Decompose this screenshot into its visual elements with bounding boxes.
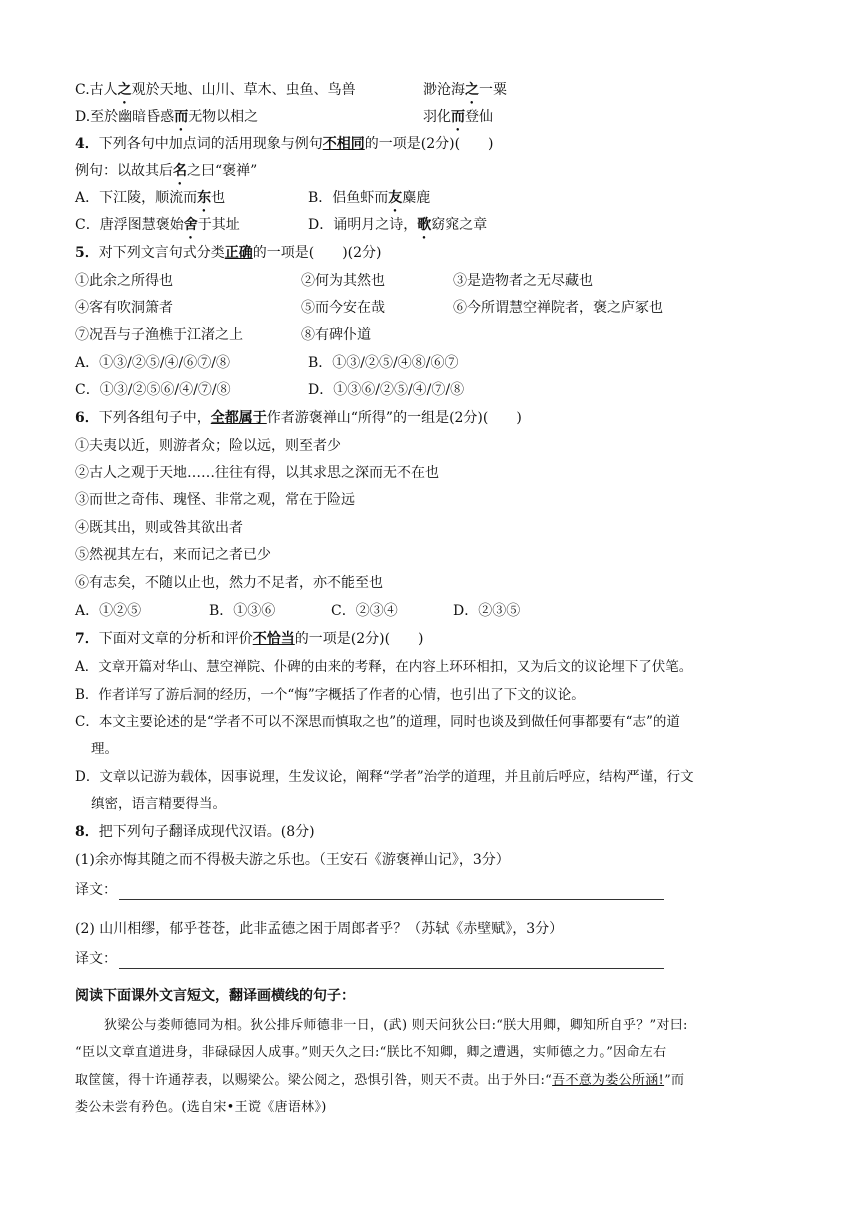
q6-sentence-2: ②古人之观于天地……往往有得，以其求思之深而无不在也 [75, 465, 439, 481]
q3-option-c-right: 渺沧海之一粟 [423, 82, 507, 98]
q5-option-d: D．①③⑥/②⑤/④/⑦/⑧ [308, 382, 465, 398]
reading-heading: 阅读下面课外文言短文，翻译画横线的句子： [75, 988, 355, 1004]
q6-option-c: C．②③④ [331, 603, 398, 619]
q4-stem: 4．下列各句中加点词的活用现象与例句不相同的一项是(2分)( ) [75, 136, 494, 152]
q8-stem: 8．把下列句子翻译成现代汉语。(8分) [75, 824, 315, 840]
q6-sentence-1: ①夫夷以近，则游者众；险以远，则至者少 [75, 438, 341, 454]
q8-answer-2: 译文： [75, 949, 664, 969]
dotted-word: 而 [174, 109, 189, 125]
q5-option-b: B．①③/②⑤/④⑧/⑥⑦ [308, 355, 459, 371]
emphasis-underline: 不相同 [322, 136, 365, 152]
dotted-word: 名 [173, 163, 187, 179]
q3-option-d: D.至於幽暗昏惑而无物以相之 [75, 109, 259, 125]
q7-option-b: B．作者详写了游后洞的经历，一个“悔”字概括了作者的心情，也引出了下文的议论。 [75, 687, 585, 703]
q7-option-c: C．本文主要论述的是“学者不可以不深思而慎取之也”的道理，同时也谈及到做任何事都要有“志”的道 [75, 714, 680, 730]
q8-answer-1: 译文： [75, 880, 664, 900]
dotted-word: 东 [197, 190, 212, 206]
q5-sentence-1: ①此余之所得也 [75, 273, 173, 289]
passage-line-4: 娄公未尝有矜色。(选自宋•王谠《唐语林》) [75, 1100, 327, 1115]
q5-sentence-5: ⑤而今安在哉 [301, 300, 385, 316]
dotted-word: 之 [465, 82, 479, 98]
passage-line-3: 取筐箧，得十许通荐表，以赐梁公。梁公阅之，恐惧引咎，则天不责。出于外曰:“吾不意为娄公所涵!”而 [75, 1073, 685, 1088]
q3-option-c: C.古人之观於天地、山川、草木、虫鱼、鸟兽 [75, 82, 356, 98]
q3-option-d-right: 羽化而登仙 [423, 109, 493, 125]
q4-option-a: A．下江陵，顺流而东也 [75, 190, 226, 206]
emphasis-underline: 全都属于 [210, 410, 267, 426]
dotted-word: 之 [117, 82, 132, 98]
q5-sentence-7: ⑦况吾与子渔樵于江渚之上 [75, 327, 243, 343]
q4-option-d: D．诵明月之诗，歌窈窕之章 [308, 217, 488, 233]
q7-option-d: D．文章以记游为载体，因事说理，生发议论，阐释“学者”治学的道理，并且前后呼应，结构严谨，行文 [75, 769, 694, 785]
q6-sentence-4: ④既其出，则或咎其欲出者 [75, 520, 243, 536]
q6-sentence-3: ③而世之奇伟、瑰怪、非常之观，常在于险远 [75, 492, 355, 508]
q6-stem: 6．下列各组句子中，全都属于作者游褒禅山“所得”的一组是(2分)( ) [75, 410, 522, 426]
q5-sentence-6: ⑥今所谓慧空禅院者，褒之庐冢也 [453, 300, 663, 316]
dotted-word: 而 [451, 109, 465, 125]
q7-option-d-cont: 缜密，语言精要得当。 [91, 796, 226, 812]
q6-sentence-5: ⑤然视其左右，来而记之者已少 [75, 547, 271, 563]
q6-option-b: B．①③⑥ [209, 603, 276, 619]
q4-option-c: C．唐浮图慧褒始舍于其址 [75, 217, 240, 233]
emphasis-underline: 正确 [224, 245, 253, 261]
passage-line-1: 狄梁公与娄师德同为相。狄公排斥师德非一日，(武) 则天问狄公曰:“朕大用卿，卿知所自乎？”对曰: [104, 1018, 688, 1033]
q6-option-d: D．②③⑤ [453, 603, 521, 619]
q5-sentence-8: ⑧有碑仆道 [301, 327, 371, 343]
q4-option-b: B．侣鱼虾而友麋鹿 [308, 190, 431, 206]
answer-line[interactable] [119, 884, 664, 900]
underlined-sentence: 吾不意为娄公所涵! [552, 1073, 665, 1088]
dotted-word: 歌 [417, 217, 432, 233]
q7-stem: 7．下面对文章的分析和评价不恰当的一项是(2分)( ) [75, 631, 424, 647]
q7-option-a: A．文章开篇对华山、慧空禅院、仆碑的由来的考释，在内容上环环相扣，又为后文的议论埋下了伏笔。 [75, 659, 693, 675]
q7-option-c-cont: 理。 [91, 741, 118, 757]
q5-stem: 5．对下列文言句式分类正确的一项是( )(2分) [75, 245, 382, 261]
dotted-word: 舍 [183, 217, 198, 233]
answer-line[interactable] [119, 953, 664, 969]
q6-option-a: A．①②⑤ [75, 603, 142, 619]
q5-sentence-3: ③是造物者之无尽藏也 [453, 273, 593, 289]
q5-sentence-4: ④客有吹洞箫者 [75, 300, 173, 316]
emphasis-underline: 不恰当 [252, 631, 295, 647]
dotted-word: 友 [388, 190, 403, 206]
q5-sentence-2: ②何为其然也 [301, 273, 385, 289]
q5-option-a: A．①③/②⑤/④/⑥⑦/⑧ [75, 355, 230, 371]
q8-sentence-2: (2) 山川相缪，郁乎苍苍，此非孟德之困于周郎者乎？（苏轼《赤壁赋》，3分） [75, 921, 564, 937]
q5-option-c: C．①③/②⑤⑥/④/⑦/⑧ [75, 382, 231, 398]
q6-sentence-6: ⑥有志矣，不随以止也，然力不足者，亦不能至也 [75, 575, 383, 591]
q8-sentence-1: (1)余亦悔其随之而不得极夫游之乐也。（王安石《游褒禅山记》，3分） [75, 852, 510, 868]
q4-example: 例句：以故其后名之曰“褒禅” [75, 163, 258, 179]
passage-line-2: “臣以文章直道进身，非碌碌因人成事。”则天久之曰:“朕比不知卿，卿之遭遇，实师德之力。”因命左右 [75, 1045, 667, 1060]
